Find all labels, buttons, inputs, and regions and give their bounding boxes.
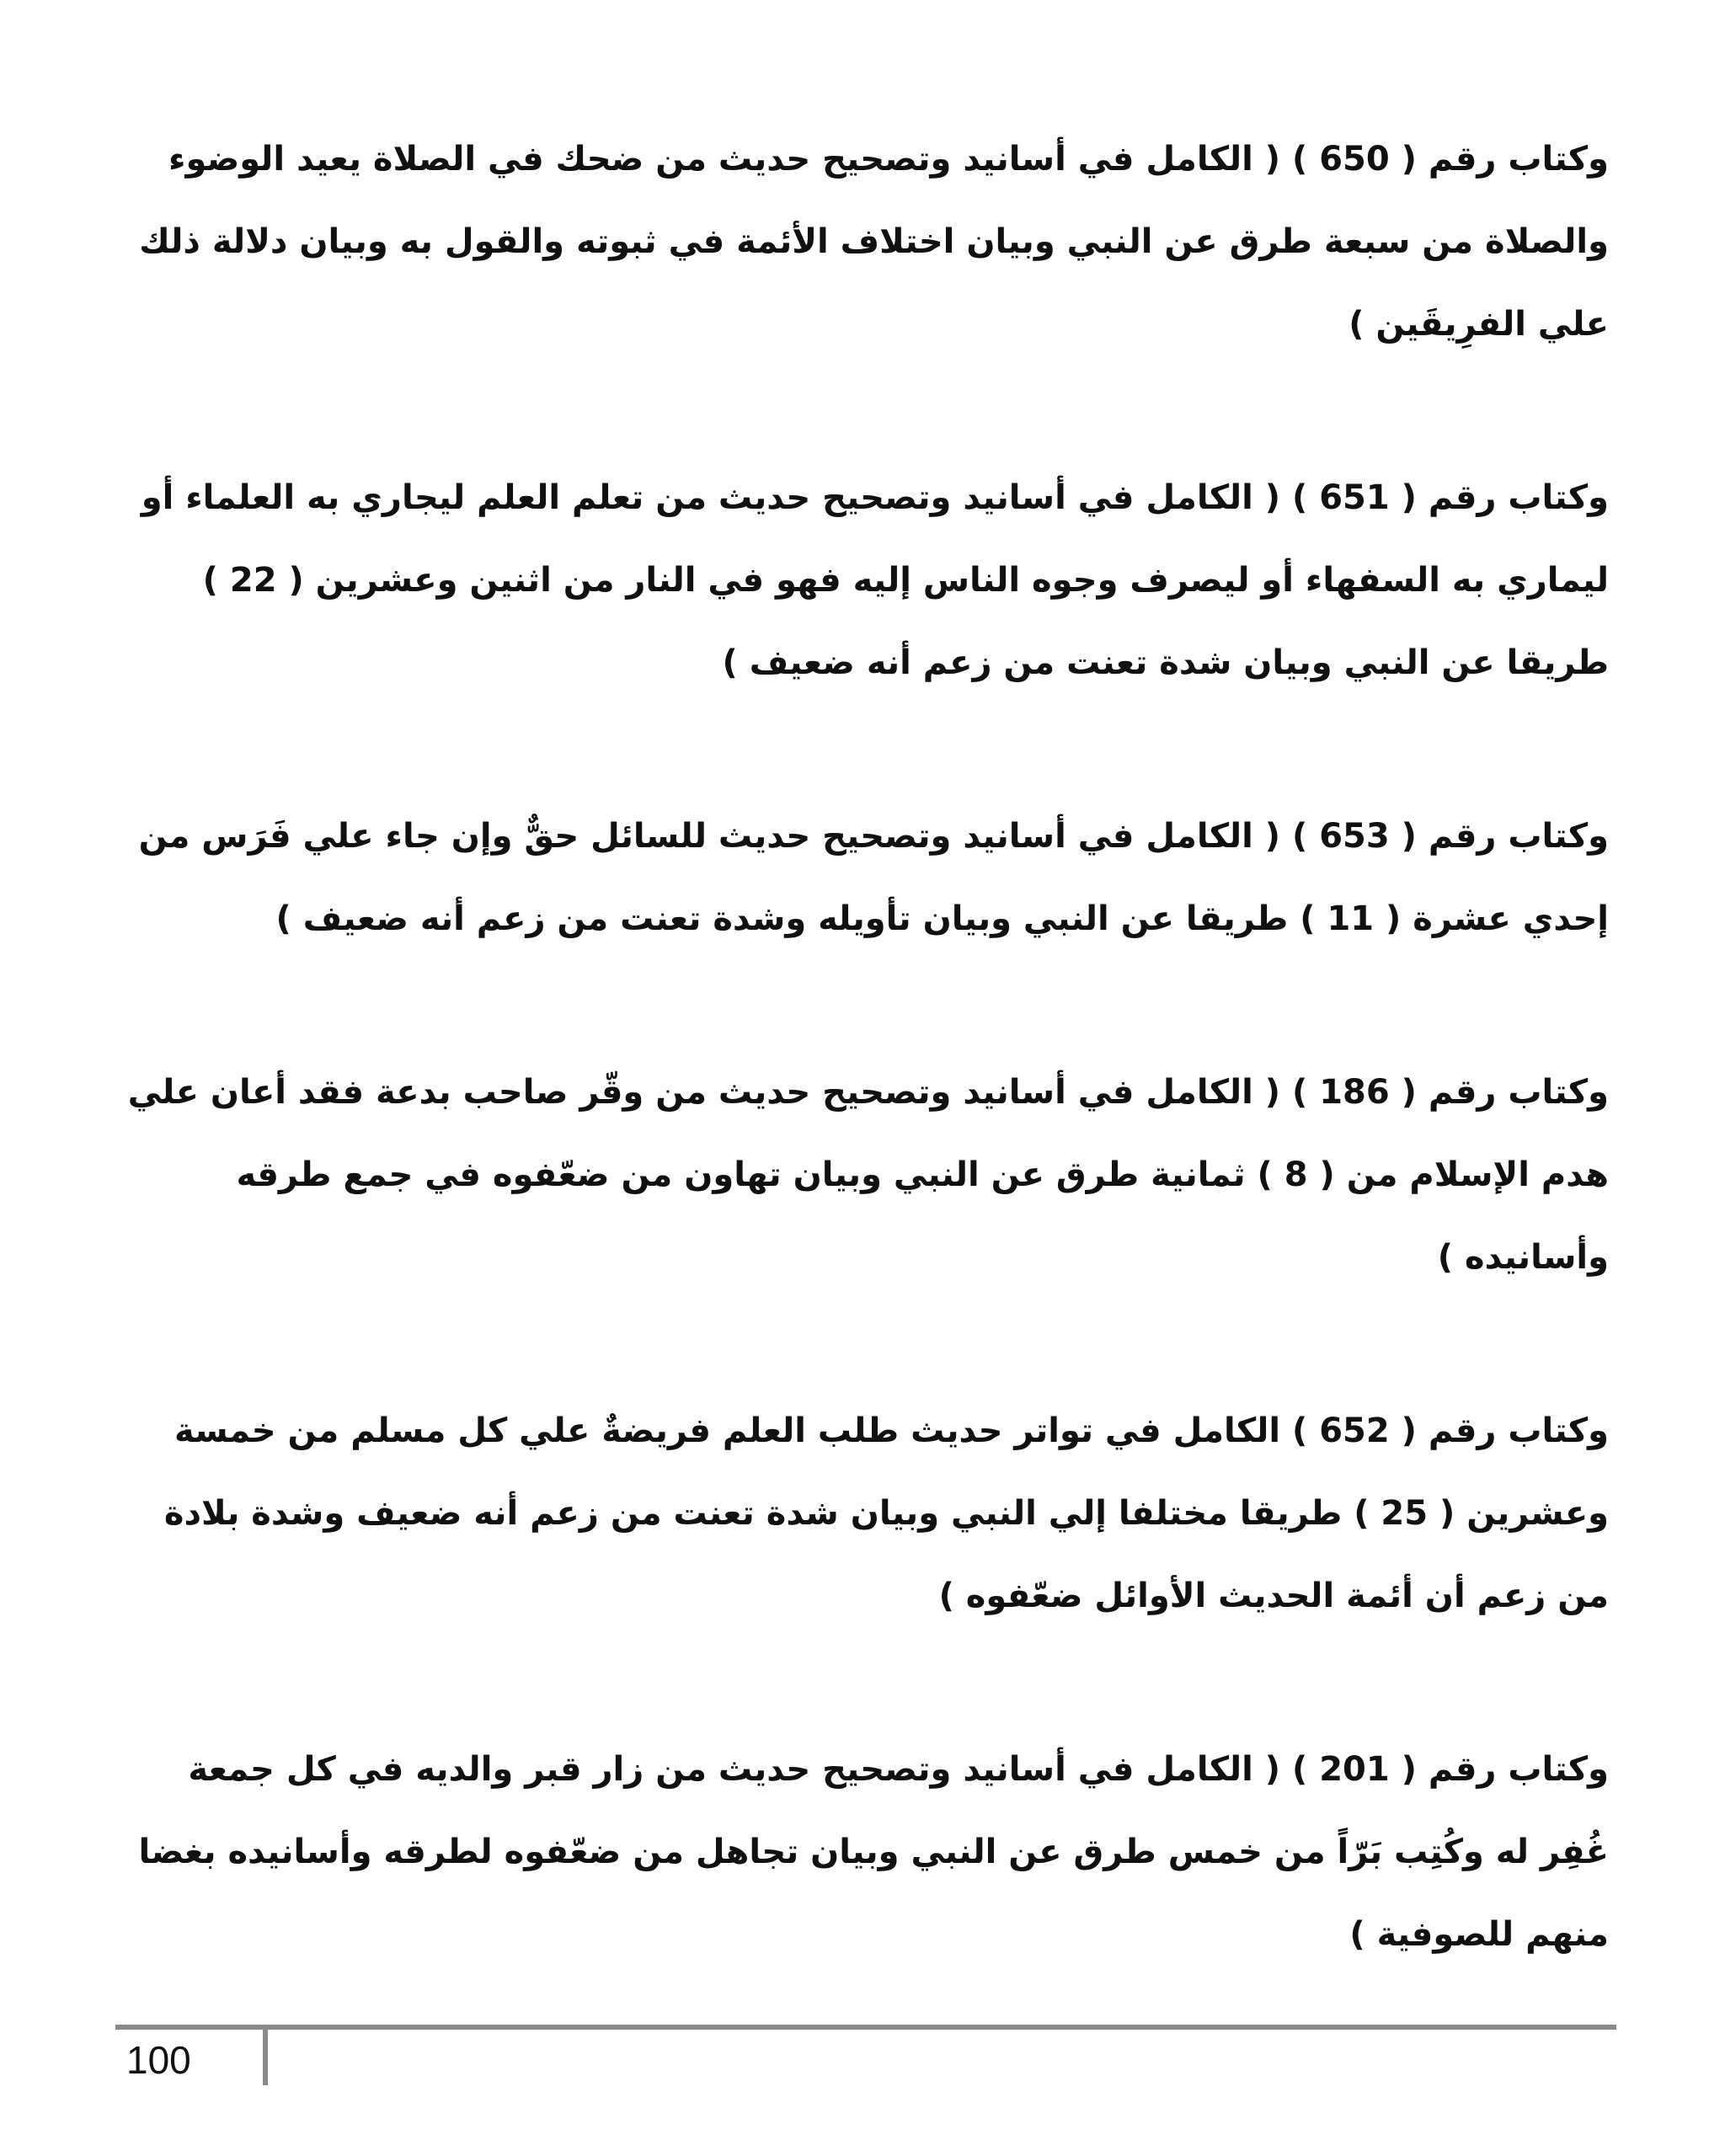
book-entry-201: وكتاب رقم ( 201 ) ( الكامل في أسانيد وتصحيح حديث من زار قبر والديه في كل جمعة غُفِر له وكُتِب بَرّاً من خمس طرق عن النبي وبيان تجاهل من ضعّفوه لطرقه وأسانيده بغضا منهم للصوفية ) <box>138 1750 1609 1954</box>
page-number: 100 <box>126 2038 191 2082</box>
book-entry-652: وكتاب رقم ( 652 ) الكامل في تواتر حديث طلب العلم فريضةٌ علي كل مسلم من خمسة وعشرين ( 25 ) طريقا مختلفا إلي النبي وبيان شدة تعنت من زعم أنه ضعيف وشدة بلادة من زعم أن أئمة الحديث الأوائل ضعّفوه ) <box>163 1412 1609 1615</box>
book-entry-653: وكتاب رقم ( 653 ) ( الكامل في أسانيد وتصحيح حديث للسائل حقٌّ وإن جاء علي فَرَس من إحدي عشرة ( 11 ) طريقا عن النبي وبيان تأويله وشدة تعنت من زعم أنه ضعيف ) <box>138 817 1609 938</box>
book-entry-651: وكتاب رقم ( 651 ) ( الكامل في أسانيد وتصحيح حديث من تعلم العلم ليجاري به العلماء أو ليماري به السفهاء أو ليصرف وجوه الناس إليه فهو في النار من اثنين وعشرين ( 22 ) طريقا عن النبي وبيان شدة تعنت من زعم أنه ضعيف ) <box>141 478 1609 682</box>
book-entry-186: وكتاب رقم ( 186 ) ( الكامل في أسانيد وتصحيح حديث من وقّر صاحب بدعة فقد أعان علي هدم الإسلام من ( 8 ) ثمانية طرق عن النبي وبيان تهاون من ضعّفوه في جمع طرقه وأسانيده ) <box>127 1073 1609 1277</box>
book-list <box>126 118 1609 1976</box>
footer-divider <box>263 2025 268 2085</box>
footer-rule <box>115 2025 1616 2030</box>
book-entry-650: وكتاب رقم ( 650 ) ( الكامل في أسانيد وتصحيح حديث من ضحك في الصلاة يعيد الوضوء والصلاة من سبعة طرق عن النبي وبيان اختلاف الأئمة في ثبوته والقول به وبيان دلالة ذلك علي الفرِيقَين ) <box>139 140 1609 344</box>
